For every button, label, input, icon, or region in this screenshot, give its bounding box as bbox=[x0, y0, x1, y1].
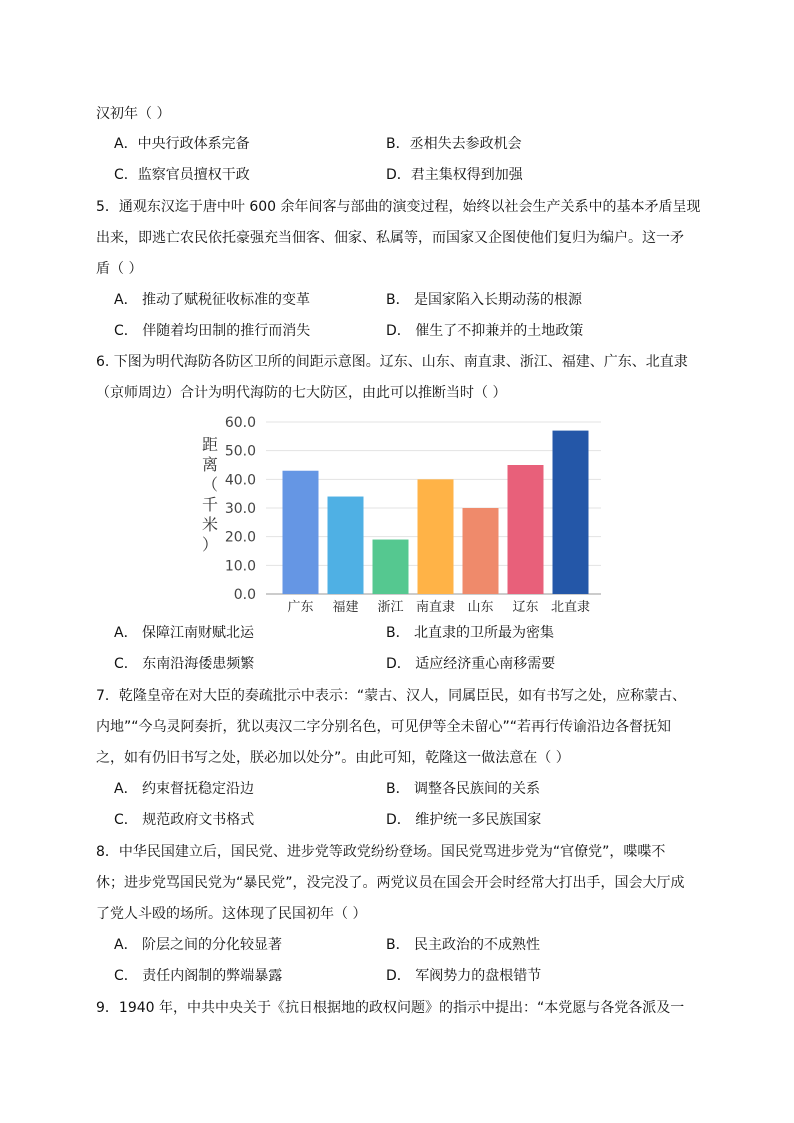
q8-option-d[interactable]: D． 军阀势力的盘根错节 bbox=[386, 968, 542, 984]
y-axis-label-char: 离 bbox=[201, 455, 219, 474]
q5-stem-line-1: 5．通观东汉迄于唐中叶 600 余年间客与部曲的演变过程，始终以社会生产关系中的基本矛盾呈现 bbox=[96, 199, 701, 215]
bar-4 bbox=[418, 479, 454, 594]
q7-stem-line-3: 之，如有仍旧书写之处，朕必加以处分”。由此可知，乾隆这一做法意在（ ） bbox=[96, 750, 570, 766]
q5-stem-line-2: 出来，即逃亡农民依托豪强充当佃客、佃家、私属等，而国家又企图使他们复归为编户。这一矛 bbox=[96, 230, 684, 246]
y-tick-label: 0.0 bbox=[233, 587, 256, 603]
q8-option-a[interactable]: A． 阶层之间的分化较显著 bbox=[114, 937, 283, 953]
y-tick-label: 40.0 bbox=[224, 472, 256, 489]
q6-option-b[interactable]: B． 北直隶的卫所最为密集 bbox=[386, 625, 555, 641]
q6-option-a[interactable]: A． 保障江南财赋北运 bbox=[114, 625, 255, 641]
q8-stem-line-3: 了党人斗殴的场所。这体现了民国初年（ ） bbox=[96, 906, 367, 922]
q6-option-c[interactable]: C． 东南沿海倭患频繁 bbox=[114, 656, 255, 672]
q4-option-a[interactable]: A．中央行政体系完备 bbox=[114, 136, 250, 152]
q6-stem-line-2: （京师周边）合计为明代海防的七大防区，由此可以推断当时（ ） bbox=[96, 385, 507, 401]
defense-distance-bar-chart bbox=[196, 410, 616, 620]
q7-stem-line-2: 内地”“今乌灵阿奏折，犹以夷汉二字分别名色，可见伊等全未留心”“若再行传谕沿边各督抚知 bbox=[96, 719, 672, 735]
y-tick-label: 10.0 bbox=[224, 558, 256, 575]
y-tick-label: 30.0 bbox=[224, 501, 256, 517]
q6-option-d[interactable]: D． 适应经济重心南移需要 bbox=[386, 656, 556, 672]
q5-option-b[interactable]: B． 是国家陷入长期动荡的根源 bbox=[386, 292, 583, 308]
q5-option-c[interactable]: C． 伴随着均田制的推行而消失 bbox=[114, 323, 311, 339]
bar-6 bbox=[508, 465, 544, 594]
q4-option-b[interactable]: B．丞相失去参政机会 bbox=[386, 136, 522, 152]
y-tick-label: 50.0 bbox=[224, 443, 256, 460]
y-axis-label-char: （ bbox=[201, 475, 219, 494]
q9-stem-line-1: 9．1940 年，中共中央关于《抗日根据地的政权问题》的指示中提出：“本党愿与各党各派及一 bbox=[96, 1000, 685, 1016]
bar-1 bbox=[283, 471, 319, 594]
y-axis-label-char: 距 bbox=[201, 435, 219, 454]
bar-2 bbox=[328, 497, 364, 594]
q7-option-c[interactable]: C． 规范政府文书格式 bbox=[114, 812, 255, 828]
q7-option-b[interactable]: B． 调整各民族间的关系 bbox=[386, 781, 541, 797]
q8-option-c[interactable]: C． 责任内阁制的弊端暴露 bbox=[114, 968, 283, 984]
q5-option-d[interactable]: D． 催生了不抑兼并的土地政策 bbox=[386, 323, 584, 339]
x-tick-label: 山东 bbox=[467, 600, 494, 615]
y-axis-label-char: 千 bbox=[201, 495, 219, 514]
x-tick-label: 福建 bbox=[332, 600, 359, 615]
y-tick-label: 20.0 bbox=[224, 529, 256, 546]
y-axis-label-char: 米 bbox=[201, 515, 219, 534]
bar-7 bbox=[553, 431, 589, 594]
bar-3 bbox=[373, 540, 409, 594]
q5-stem-line-3: 盾（ ） bbox=[96, 261, 143, 277]
x-tick-label: 广东 bbox=[287, 600, 314, 615]
y-axis-label-char: ） bbox=[201, 535, 219, 554]
q8-stem-line-1: 8．中华民国建立后，国民党、进步党等政党纷纷登场。国民党骂进步党为“官僚党”，喋喋不 bbox=[96, 844, 666, 860]
x-tick-label: 北直隶 bbox=[550, 600, 591, 615]
q7-option-d[interactable]: D． 维护统一多民族国家 bbox=[386, 812, 542, 828]
q8-stem-line-2: 休；进步党骂国民党为“暴民党”，没完没了。两党议员在国会开会时经常大打出手，国会大厅成 bbox=[96, 875, 685, 891]
x-tick-label: 浙江 bbox=[377, 600, 404, 615]
q8-option-b[interactable]: B． 民主政治的不成熟性 bbox=[386, 937, 541, 953]
q5-option-a[interactable]: A． 推动了赋税征收标准的变革 bbox=[114, 292, 311, 308]
y-tick-label: 60.0 bbox=[224, 415, 256, 431]
x-tick-label: 辽东 bbox=[512, 600, 539, 615]
q6-stem-line-1: 6. 下图为明代海防各防区卫所的间距示意图。辽东、山东、南直隶、浙江、福建、广东、北直隶 bbox=[96, 354, 688, 370]
q4-stem-tail: 汉初年（ ） bbox=[96, 106, 171, 122]
bar-5 bbox=[463, 508, 499, 594]
q7-stem-line-1: 7．乾隆皇帝在对大臣的奏疏批示中表示：“蒙古、汉人，同属臣民，如有书写之处，应称蒙古、 bbox=[96, 688, 687, 704]
q4-option-c[interactable]: C．监察官员擅权干政 bbox=[114, 167, 250, 183]
x-tick-label: 南直隶 bbox=[415, 600, 456, 615]
q4-option-d[interactable]: D．君主集权得到加强 bbox=[386, 167, 523, 183]
q7-option-a[interactable]: A． 约束督抚稳定沿边 bbox=[114, 781, 255, 797]
